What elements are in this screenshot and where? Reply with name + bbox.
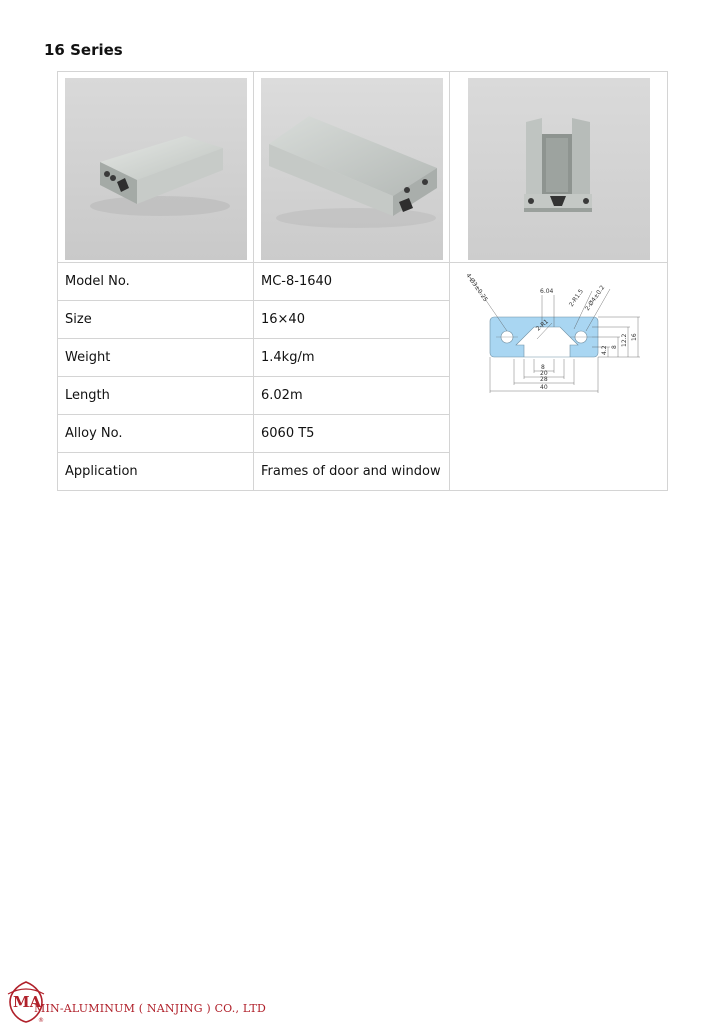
- profile-photo-angled-right: [261, 78, 443, 260]
- spec-label: Length: [58, 377, 254, 415]
- profile-photo-angled-left: [65, 78, 247, 260]
- spec-value: 1.4kg/m: [254, 339, 450, 377]
- spec-value: 16×40: [254, 301, 450, 339]
- spec-label: Model No.: [58, 263, 254, 301]
- spec-label: Size: [58, 301, 254, 339]
- spec-table: [57, 71, 668, 491]
- photo-row: [58, 72, 668, 263]
- registered-mark: ®: [38, 1017, 44, 1024]
- dim-label: 4.2: [601, 345, 608, 355]
- dim-label: 2-Ø4±0.2: [583, 284, 607, 313]
- footer: [4, 980, 334, 1024]
- dim-label: 2-R1.5: [567, 287, 585, 309]
- dim-label: 12.2: [621, 333, 628, 347]
- dim-label: 8: [541, 364, 545, 371]
- dim-label: 16: [631, 333, 638, 341]
- photo-cell: [450, 72, 668, 263]
- dim-label: 8: [611, 345, 618, 349]
- spec-label: Application: [58, 453, 254, 491]
- spec-value: MC-8-1640: [254, 263, 450, 301]
- dim-label: 2-R1: [534, 318, 550, 333]
- spec-label: Weight: [58, 339, 254, 377]
- spec-value: 6060 T5: [254, 415, 450, 453]
- cross-section-drawing: [462, 267, 652, 417]
- company-name: MIN-ALUMINUM ( NANJING ) CO., LTD: [34, 1002, 267, 1015]
- dim-label: 28: [540, 376, 548, 383]
- photo-cell: [58, 72, 254, 263]
- page-title: 16 Series: [44, 41, 123, 59]
- dim-label: 20: [540, 370, 548, 377]
- diagram-cell: [450, 263, 668, 491]
- dim-label: 40: [540, 384, 548, 391]
- profile-photo-end-view: [468, 78, 650, 260]
- photo-cell: [254, 72, 450, 263]
- dim-label: 6.04: [540, 288, 554, 295]
- logo-text: MA: [13, 993, 42, 1011]
- dim-label: 4-Ø3±0.25: [464, 272, 489, 304]
- spec-row: [58, 263, 668, 301]
- spec-value: Frames of door and window: [254, 453, 450, 491]
- spec-label: Alloy No.: [58, 415, 254, 453]
- spec-value: 6.02m: [254, 377, 450, 415]
